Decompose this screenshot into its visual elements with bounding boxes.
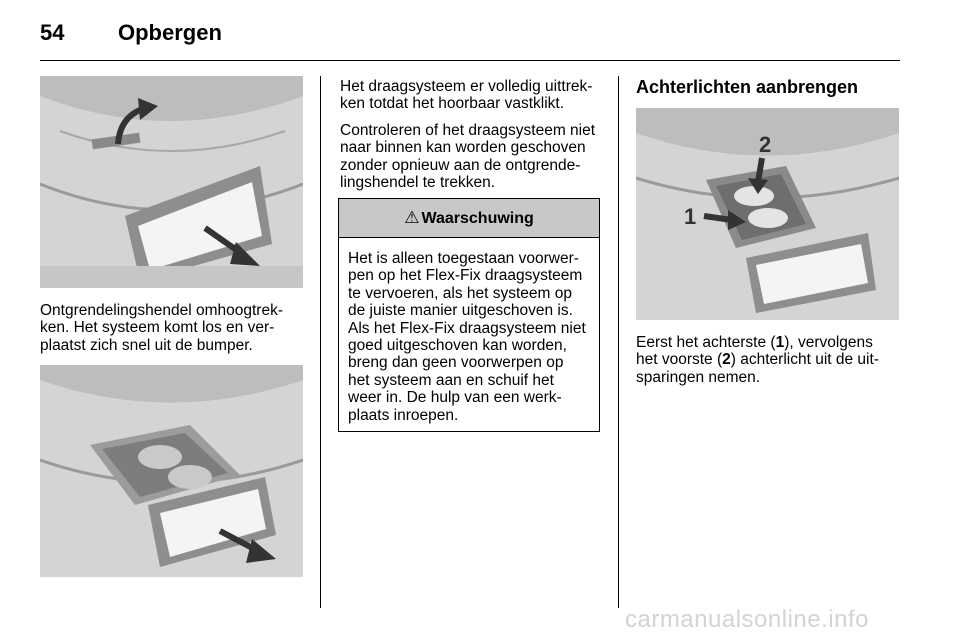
text-line: plaatst zich snel uit de bumper. [40, 336, 253, 354]
warning-box [338, 198, 600, 432]
text-line: de juiste manier uitgeschoven is. [348, 302, 573, 320]
text-run-bold: 2 [722, 351, 731, 369]
illustration-release-lever [40, 76, 303, 288]
text-line: plaats inroepen. [348, 406, 459, 424]
text-run-bold: 1 [775, 334, 785, 351]
paragraph-extend [340, 78, 592, 113]
text-run: Eerst het achterste ( [636, 334, 776, 351]
text-line: Ontgrendelingshendel omhoogtrek- [40, 302, 283, 319]
text-line [636, 334, 879, 351]
text-line: naar binnen kan worden geschoven [340, 139, 586, 157]
page-title: Opbergen [118, 20, 222, 45]
text-line: pen op het Flex-Fix draagsysteem [348, 267, 583, 285]
page-number: 54 [40, 20, 65, 45]
watermark: carmanualsonline.info [625, 606, 869, 633]
text-line: lingshendel te trekken. [340, 174, 496, 192]
text-line: Controleren of het draagsysteem niet [340, 122, 596, 139]
text-line: Het is alleen toegestaan voorwer- [348, 250, 579, 267]
text-line: sparingen nemen. [636, 368, 761, 386]
caption-rear-lights [636, 334, 879, 386]
warning-body [339, 238, 599, 424]
callout-1: 1 [684, 204, 697, 229]
text-line [636, 351, 879, 368]
text-line: te vervoeren, als het systeem op [348, 284, 573, 302]
warning-header [339, 199, 599, 238]
section-title: Achterlichten aanbrengen [636, 77, 859, 97]
column-divider-left [320, 76, 321, 608]
illustration-rear-lights [636, 108, 899, 320]
text-line: ken. Het systeem komt los en ver- [40, 319, 275, 337]
warning-triangle-icon: ⚠ [404, 208, 420, 227]
text-line: breng dan geen voorwerpen op [348, 354, 564, 372]
text-run: ) achterlicht uit de uit- [730, 351, 879, 369]
callout-2: 2 [759, 132, 772, 157]
paragraph-check [340, 122, 595, 192]
text-run: het voorste ( [636, 351, 723, 369]
text-line: ken totdat het hoorbaar vastklikt. [340, 95, 565, 113]
text-run: ), vervolgens [784, 334, 873, 351]
text-line: Als het Flex-Fix draagsysteem niet [348, 319, 586, 337]
text-line: weer in. De hulp van een werk- [348, 389, 562, 407]
column-divider-right [618, 76, 619, 608]
warning-title: Waarschuwing [421, 210, 534, 227]
text-line: het systeem aan en schuif het [348, 371, 554, 389]
text-line: Het draagsysteem er volledig uittrek- [340, 78, 593, 95]
illustration-carrier-extended [40, 365, 303, 577]
caption-release-lever [40, 302, 283, 354]
header-rule [40, 60, 900, 61]
text-line: zonder opnieuw aan de ontgrende- [340, 156, 581, 174]
text-line: goed uitgeschoven kan worden, [348, 337, 567, 355]
